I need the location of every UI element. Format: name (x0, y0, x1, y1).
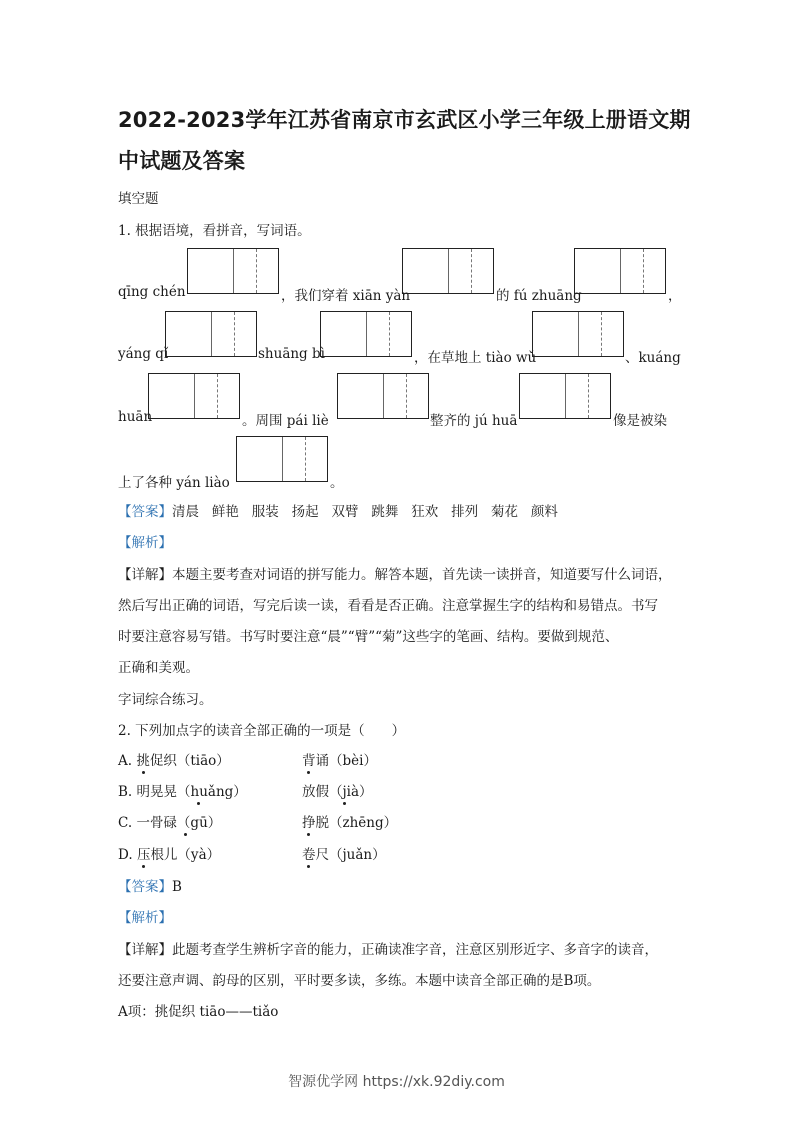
option-d-word2: 卷尺（juǎn） (302, 847, 386, 863)
answer-word: 扬起 (291, 504, 319, 520)
section-heading: 填空题 (118, 191, 159, 207)
pinyin-text: huān (118, 409, 153, 425)
writing-box[interactable] (320, 311, 412, 357)
pinyin-text: 像是被染 (613, 413, 667, 429)
pinyin-text: yáng qǐ (118, 346, 169, 362)
answer-word: 菊花 (491, 504, 518, 520)
pinyin-text: 的 fú zhuāng (496, 288, 582, 304)
answer-word: 跳舞 (371, 504, 399, 520)
writing-box[interactable] (519, 373, 611, 419)
punctuation: 。 (330, 475, 344, 491)
option-b-word2: 放假（jià） (302, 784, 373, 800)
writing-box[interactable] (165, 311, 257, 357)
pinyin-text: ，在草地上 tiào wǔ (414, 350, 537, 366)
analysis-label-2: 【解析】 (118, 910, 172, 926)
option-c-word2: 挣脱（zhēng） (302, 815, 398, 831)
writing-box[interactable] (236, 436, 328, 482)
option-b[interactable]: B. 明晃晃（huǎng） (118, 784, 247, 800)
answer-word: 狂欢 (411, 504, 439, 520)
page-title: 2022-2023学年江苏省南京市玄武区小学三年级上册语文期 (118, 108, 691, 132)
pinyin-text: 。周围 pái liè (242, 413, 329, 429)
page-title-line2: 中试题及答案 (118, 149, 246, 173)
question-2-prompt: 2. 下列加点字的读音全部正确的一项是（ ） (118, 723, 406, 739)
option-a-word2: 背诵（bèi） (302, 753, 377, 769)
writing-box[interactable] (402, 248, 494, 294)
punctuation: ， (668, 288, 682, 304)
detail-line: 时要注意容易写错。书写时要注意“晨”“臂”“菊”这些字的笔画、结构。要做到规范、 (118, 629, 619, 645)
pinyin-text: qīng chén (118, 284, 186, 300)
writing-box[interactable] (574, 248, 666, 294)
answer-word: 清晨 (172, 504, 199, 520)
answer-label: 【答案】 (118, 504, 172, 520)
answer-line-2: 【答案】B (118, 879, 182, 895)
item-a-line: A项：挑促织 tiāo——tiǎo (118, 1004, 279, 1020)
option-d[interactable]: D. 压根儿（yà） (118, 847, 221, 863)
writing-box[interactable] (187, 248, 279, 294)
detail-line: 然后写出正确的词语，写完后读一读，看看是否正确。注意掌握生字的结构和易错点。书写 (118, 598, 658, 614)
answer-word: 服装 (251, 504, 279, 520)
analysis-label: 【解析】 (118, 535, 172, 551)
detail-line: 正确和美观。 (118, 660, 199, 676)
answer-word: 排列 (451, 504, 479, 520)
detail-line: 【详解】此题考查学生辨析字音的能力，正确读准字音，注意区别形近字、多音字的读音， (118, 942, 658, 958)
pinyin-text: 整齐的 jú huā (430, 413, 518, 429)
section-heading-2: 字词综合练习。 (118, 692, 213, 708)
pinyin-text: ，我们穿着 xiān yàn (281, 288, 411, 304)
detail-line: 还要注意声调、韵母的区别，平时要多读，多练。本题中读音全部正确的是B项。 (118, 973, 601, 989)
option-c[interactable]: C. 一骨碌（gū） (118, 815, 222, 831)
pinyin-text: 上了各种 yán liào (118, 475, 230, 491)
footer-watermark: 智源优学网 https://xk.92diy.com (288, 1074, 505, 1090)
writing-box[interactable] (532, 311, 624, 357)
question-1-prompt: 1. 根据语境，看拼音，写词语。 (118, 223, 311, 239)
answer-line (118, 500, 558, 520)
option-a[interactable]: A. 挑促织（tiāo） (118, 753, 230, 769)
pinyin-text: 、kuáng (625, 350, 681, 366)
pinyin-text: shuāng bì (258, 346, 325, 362)
writing-box[interactable] (148, 373, 240, 419)
answer-word: 颜料 (530, 504, 558, 520)
answer-word: 鲜艳 (211, 504, 239, 520)
writing-box[interactable] (337, 373, 429, 419)
answer-word: 双臂 (331, 504, 359, 520)
detail-line: 【详解】本题主要考查对词语的拼写能力。解答本题，首先读一读拼音，知道要写什么词语， (118, 567, 672, 583)
